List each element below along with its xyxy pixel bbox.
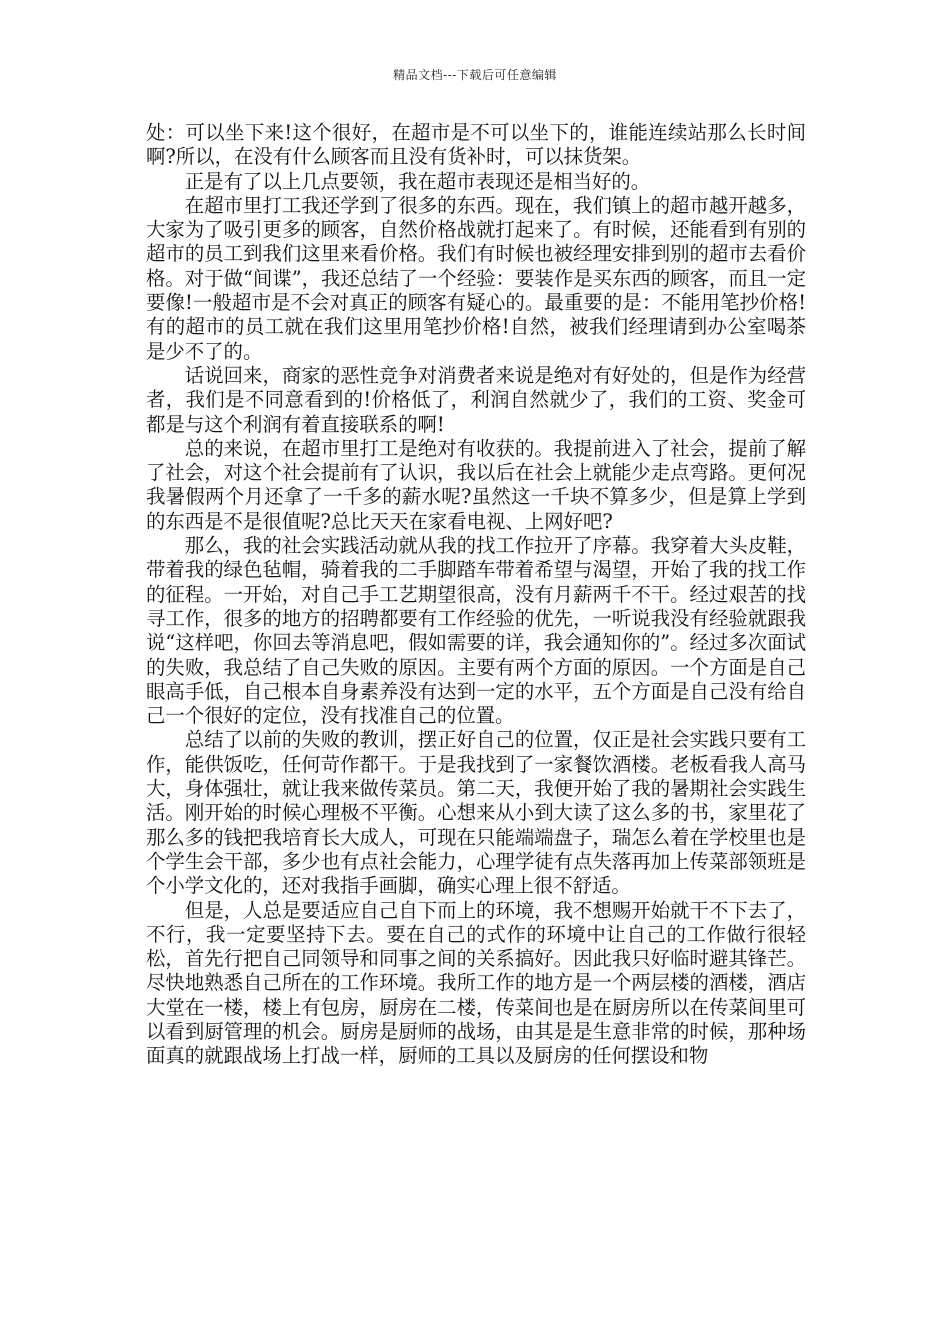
paragraph-5: 总的来说，在超市里打工是绝对有收获的。我提前进入了社会，提前了解了社会，对这个社会提前有了认识，我以后在社会上就能少走点弯路。更何况我暑假两个月还拿了一千多的薪水呢?虽然这一千块不算多少，但是算上学到的东西是不是很值呢?总比天天在家看电视、上网好吧? <box>146 436 806 533</box>
paragraph-1: 处：可以坐下来!这个很好，在超市是不可以坐下的，谁能连续站那么长时间啊?所以，在没有什么顾客而且没有货补时，可以抹货架。 <box>146 121 806 169</box>
paragraph-4: 话说回来，商家的恶性竞争对消费者来说是绝对有好处的，但是作为经营者，我们是不同意看到的!价格低了，利润自然就少了，我们的工资、奖金可都是与这个利润有着直接联系的啊! <box>146 363 806 436</box>
paragraph-2: 正是有了以上几点要领，我在超市表现还是相当好的。 <box>184 169 651 193</box>
paragraph-3: 在超市里打工我还学到了很多的东西。现在，我们镇上的超市越开越多，大家为了吸引更多的顾客，自然价格战就打起来了。有时候，还能看到有别的超市的员工到我们这里来看价格。我们有时候也被经理安排到别的超市去看价格。对于做“间谍”，我还总结了一个经验：要装作是买东西的顾客，而且一定要像!一般超市是不会对真正的顾客有疑心的。最重要的是：不能用笔抄价格!有的超市的员工就在我们这里用笔抄价格!自然，被我们经理请到办公室喝茶是少不了的。 <box>146 193 806 363</box>
page-header: 精品文档---下载后可任意编辑 <box>393 68 557 82</box>
paragraph-8: 但是，人总是要适应自己自下而上的环境，我不想赐开始就干不下去了，不行，我一定要坚持下去。要在自己的式作的环境中让自己的工作做行很轻松，首先行把自己同领导和同事之间的关系搞好。因此我只好临时避其锋芒。尽快地熟悉自己所在的工作环境。我所工作的地方是一个两层楼的酒楼，酒店大堂在一楼，楼上有包房，厨房在二楼，传菜间也是在厨房所以在传菜间里可以看到厨管理的机会。厨房是厨师的战场，由其是是生意非常的时候，那种场面真的就跟战场上打战一样，厨师的工具以及厨房的任何摆设和物 <box>146 898 806 1068</box>
paragraph-7: 总结了以前的失败的教训，摆正好自己的位置，仅正是社会实践只要有工作，能供饭吃，任何苛作都干。于是我找到了一家餐饮酒楼。老板看我人高马大，身体强壮，就让我来做传菜员。第二天，我便开始了我的暑期社会实践生活。刚开始的时候心理极不平衡。心想来从小到大读了这么多的书，家里花了那么多的钱把我培育长大成人，可现在只能端端盘子，瑞怎么着在学校里也是个学生会干部，多少也有点社会能力，心理学徒有点失落再加上传菜部领班是个小学文化的，还对我指手画脚，确实心理上很不舒适。 <box>146 728 806 898</box>
paragraph-6: 那么，我的社会实践活动就从我的找工作拉开了序幕。我穿着大头皮鞋，带着我的绿色毡帽，骑着我的二手脚踏车带着希望与渴望，开始了我的找工作的征程。一开始，对自己手工艺期望很高，没有月薪两千不干。经过艰苦的找寻工作，很多的地方的招聘都要有工作经验的优先，一听说我没有经验就跟我说“这样吧，你回去等消息吧，假如需要的详，我会通知你的”。经过多次面试的失败，我总结了自己失败的原因。主要有两个方面的原因。一个方面是自己眼高手低，自己根本自身素养没有达到一定的水平，五个方面是自己没有给自己一个很好的定位，没有找准自己的位置。 <box>146 534 806 728</box>
document-body <box>146 121 806 1069</box>
